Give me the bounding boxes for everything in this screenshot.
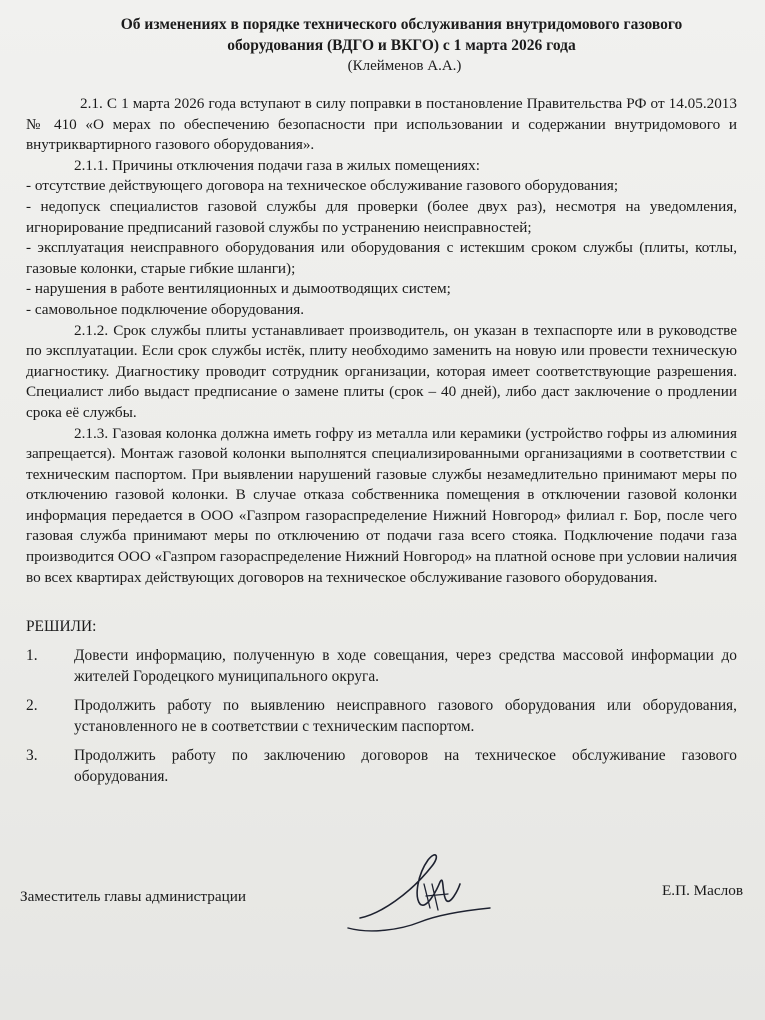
bullet-item: - нарушения в работе вентиляционных и дымоотводящих систем; [26, 280, 451, 298]
signature-block [20, 878, 745, 938]
document-body [26, 94, 737, 588]
bullet-item: - недопуск специалистов газовой службы для проверки (более двух раз), несмотря на уведомления, игнорирование предписаний газовой службы по устранению неисправностей; [26, 197, 737, 236]
decision-item [26, 645, 737, 687]
paragraph-2-1-1: 2.1.1. Причины отключения подачи газа в жилых помещениях: [74, 156, 480, 174]
decision-item-text: Продолжить работу по выявлению неисправного газового оборудования или оборудования, установленного не в соответствии с техническим паспортом. [74, 697, 737, 736]
bullet-item: - самовольное подключение оборудования. [26, 300, 305, 318]
paragraph-2-1: 2.1. С 1 марта 2026 года вступают в силу поправки в постановление Правительства РФ от 14.05.2013 № 410 «О мерах по обеспечению безопасности при использовании и содержании внутридомового и внутриквартирного газового оборудования». [26, 95, 737, 154]
bullet-item: - отсутствие действующего договора на техническое обслуживание газового оборудования; [26, 177, 619, 195]
decision-item [26, 695, 737, 737]
decision-item-text: Продолжить работу по заключению договоров на техническое обслуживание газового оборудования. [74, 747, 737, 786]
decision-title: РЕШИЛИ: [26, 618, 97, 636]
decision-item-number: 3. [26, 747, 38, 765]
decision-item-text: Довести информацию, полученную в ходе совещания, через средства массовой информации до жителей Городецкого муниципального округа. [74, 647, 737, 686]
signatory-position: Заместитель главы администрации [20, 888, 246, 905]
paragraph-2-1-3: 2.1.3. Газовая колонка должна иметь гофру из металла или керамики (устройство гофры из алюминия запрещается). Монтаж газовой колонки выполнятся специализированными организациями в соответствии с техническим паспортом. При выявлении нарушений газовые службы незамедлительно принимают меры по отключению газовой колонки. В случае отказа собственника помещения в отключении газовой колонки информация передается в ООО «Газпром газораспределение Нижний Новгород» филиал г. Бор, после чего газовая служба принимают меры по отключению от подачи газа всего стояка. Подключение подачи газа производится ООО «Газпром газораспределение Нижний Новгород» на платной основе при условии наличия во всех квартирах действующих договоров на техническое обслуживание газового оборудования. [26, 424, 737, 586]
decision-section [26, 616, 737, 787]
title-line-2: оборудования (ВДГО и ВКГО) с 1 марта 2026 года [227, 37, 576, 54]
decision-item-number: 2. [26, 697, 38, 715]
author-name: (Клейменов А.А.) [347, 58, 462, 74]
decision-item-number: 1. [26, 647, 38, 665]
document-title [26, 14, 737, 56]
decision-item [26, 745, 737, 787]
paragraph-2-1-2: 2.1.2. Срок службы плиты устанавливает производитель, он указан в техпаспорте или в руководстве по эксплуатации. Если срок службы истёк, плиту необходимо заменить на новую или провести техническую диагностику. Диагностику проводит сотрудник организации, которая имеет соответствующие разрешения. Специалист либо выдаст предписание о замене плиты (срок – 40 дней), либо даст заключение о продлении срока её службы. [26, 321, 737, 421]
handwritten-signature-icon [340, 844, 500, 944]
bullet-item: - эксплуатация неисправного оборудования или оборудования с истекшим сроком службы (плиты, котлы, газовые колонки, старые гибкие шланги); [26, 239, 737, 277]
title-line-1: Об изменениях в порядке технического обслуживания внутридомового газового [120, 16, 683, 33]
signatory-name: Е.П. Маслов [662, 882, 743, 899]
